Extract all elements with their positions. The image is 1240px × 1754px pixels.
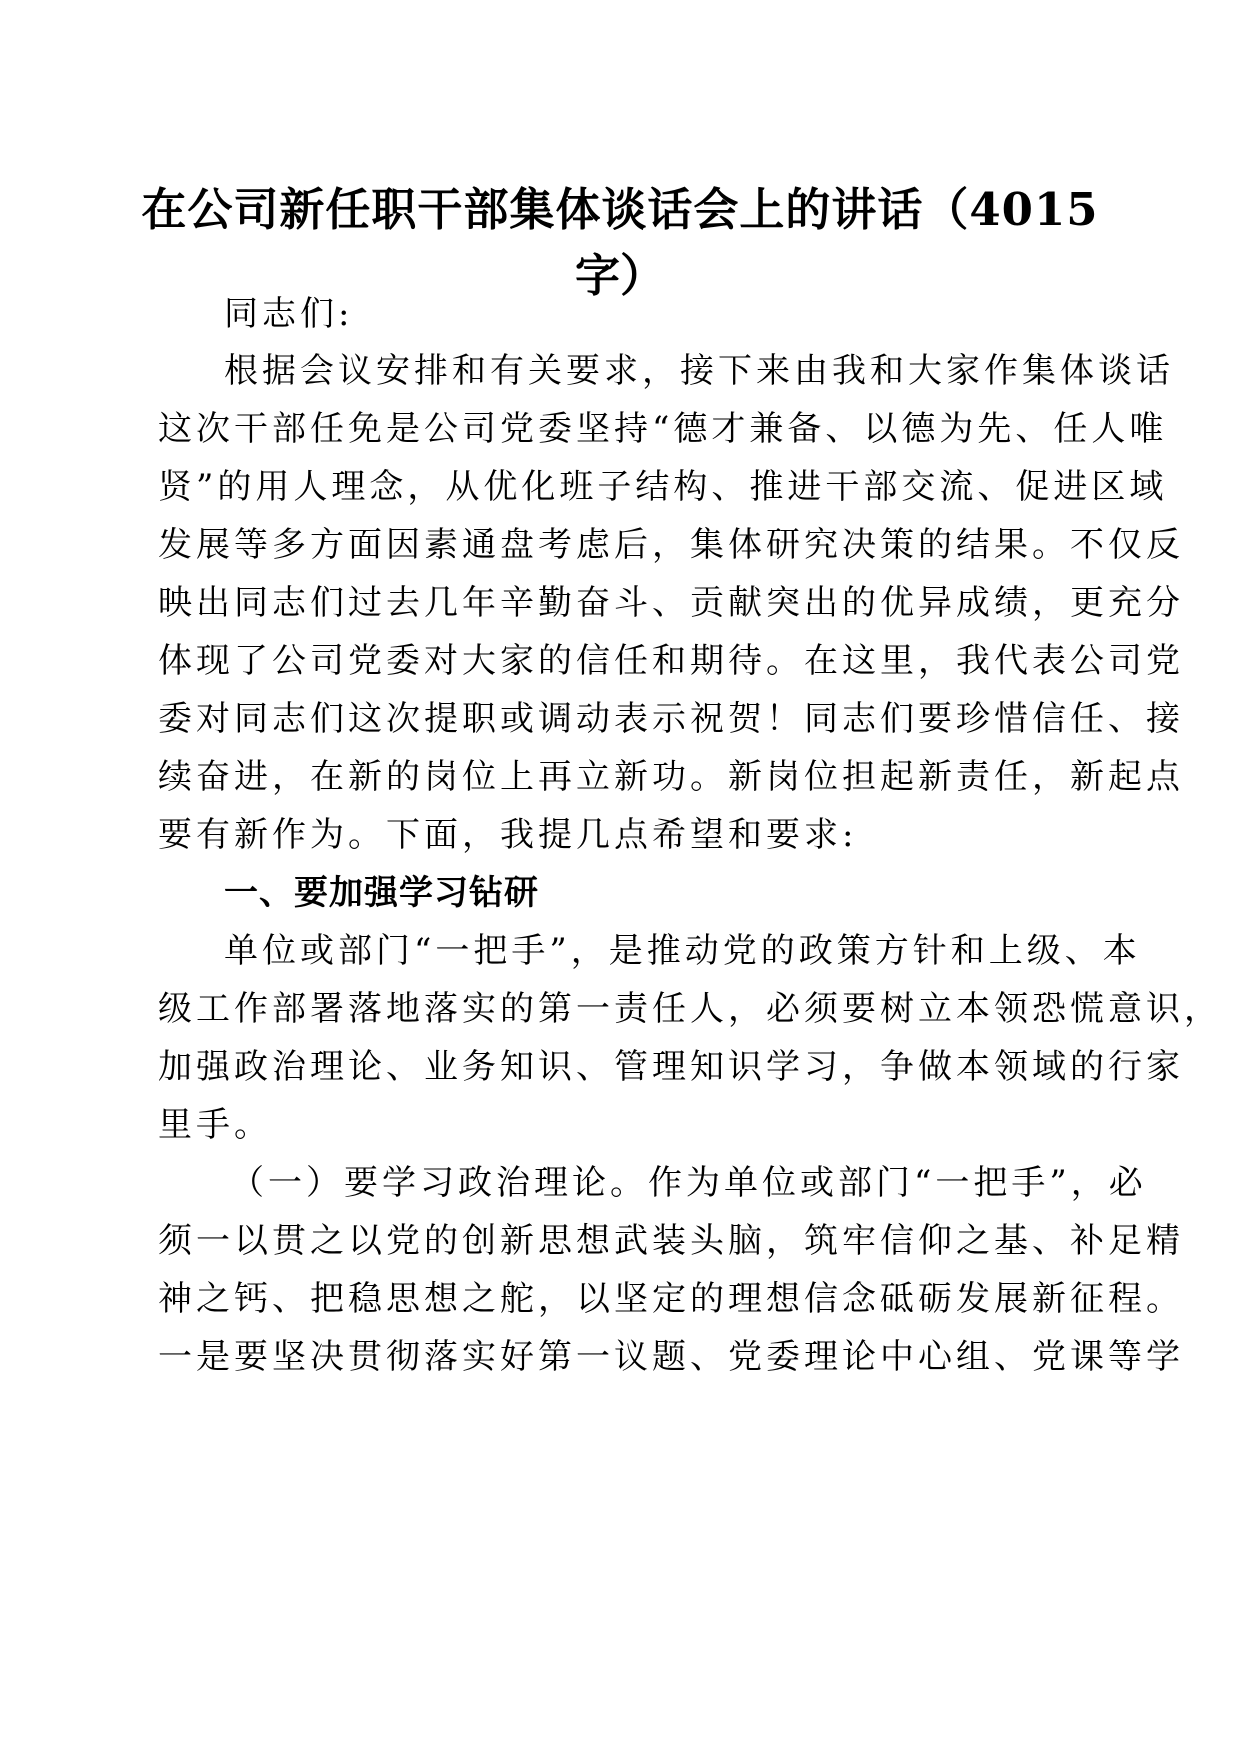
paragraph-1-line: 贤”的用人理念，从优化班子结构、推进干部交流、促进区域 [158,467,1168,507]
paragraph-1-line: 要有新作为。下面，我提几点希望和要求: [158,815,858,855]
document-title-line-1: 在公司新任职干部集体谈话会上的讲话（4015 [141,183,1099,236]
paragraph-1-line: 发展等多方面因素通盘考虑后，集体研究决策的结果。不仅反 [158,525,1184,565]
paragraph-1-line: 委对同志们这次提职或调动表示祝贺！同志们要珍惜信任、接 [158,699,1184,739]
paragraph-2-line: 级工作部署落地落实的第一责任人，必须要树立本领恐慌意识， [158,989,1222,1029]
paragraph-1-line: 体现了公司党委对大家的信任和期待。在这里，我代表公司党 [158,641,1184,681]
paragraph-3-line: （一）要学习政治理论。作为单位或部门“一把手”，必 [230,1163,1147,1203]
paragraph-1-line: 续奋进，在新的岗位上再立新功。新岗位担起新责任，新起点 [158,757,1184,797]
document-title-line-2: 字） [574,249,665,302]
section-heading-1: 一、要加强学习钻研 [224,873,539,913]
paragraph-3-line: 神之钙、把稳思想之舵，以坚定的理想信念砥砺发展新征程。 [158,1279,1184,1319]
paragraph-2-line: 单位或部门“一把手”，是推动党的政策方针和上级、本 [224,931,1141,971]
salutation: 同志们: [224,294,354,334]
paragraph-3-line: 须一以贯之以党的创新思想武装头脑，筑牢信仰之基、补足精 [158,1221,1184,1261]
paragraph-1-line: 根据会议安排和有关要求，接下来由我和大家作集体谈话 [224,351,1174,391]
paragraph-1-line: 这次干部任免是公司党委坚持“德才兼备、以德为先、任人唯 [158,409,1168,449]
paragraph-2-line: 里手。 [158,1105,272,1145]
paragraph-1-line: 映出同志们过去几年辛勤奋斗、贡献突出的优异成绩，更充分 [158,583,1184,623]
paragraph-2-line: 加强政治理论、业务知识、管理知识学习，争做本领域的行家 [158,1047,1184,1087]
paragraph-3-line: 一是要坚决贯彻落实好第一议题、党委理论中心组、党课等学 [158,1337,1184,1377]
